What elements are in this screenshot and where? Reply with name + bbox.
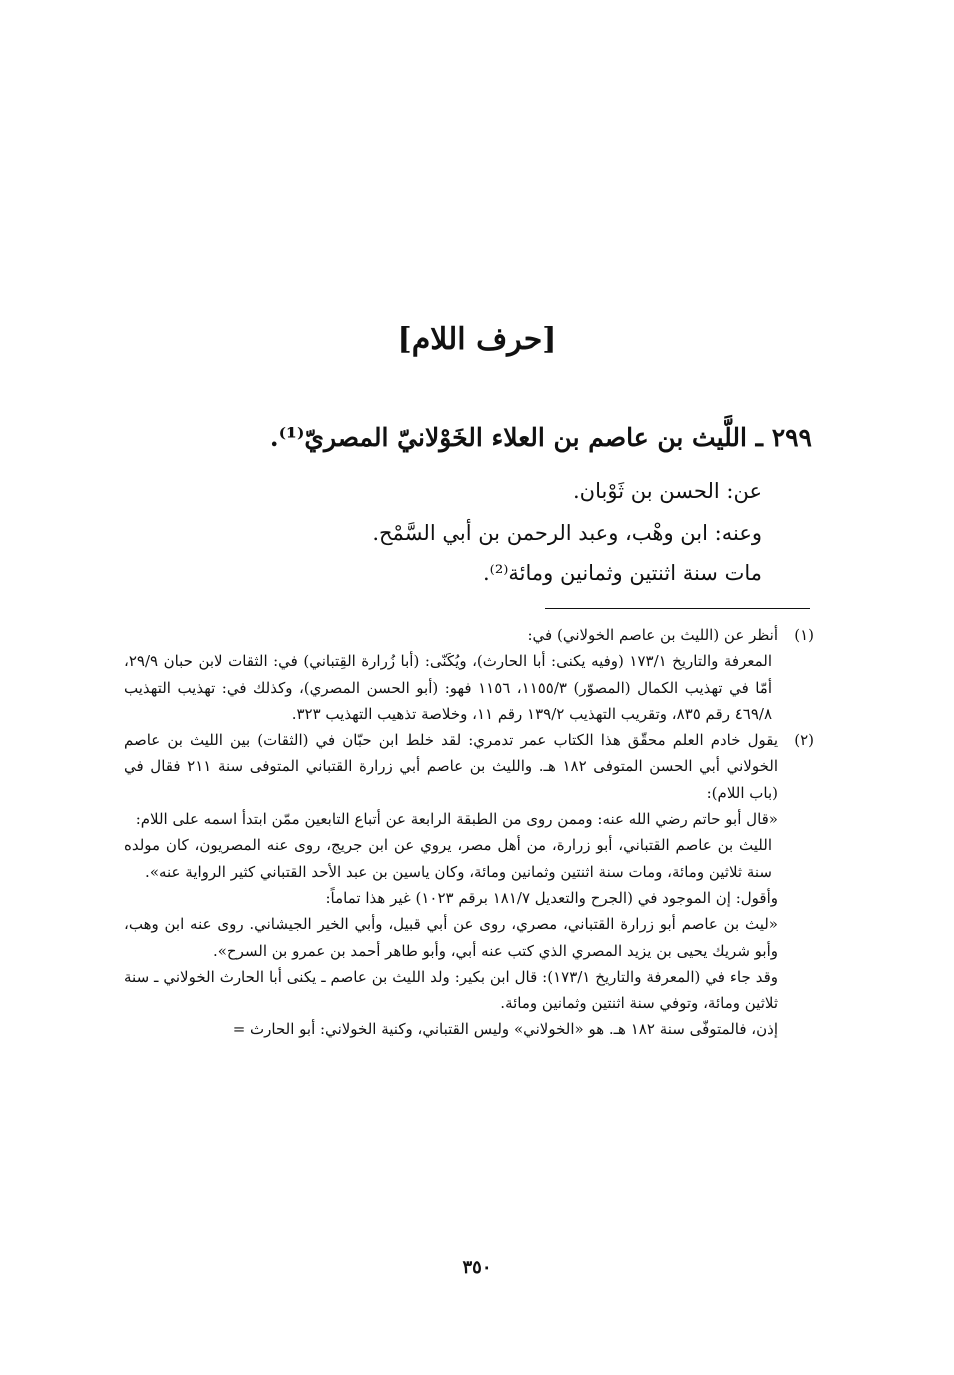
footnote-number: (١) xyxy=(794,626,814,644)
entry-teacher-line: عن: الحسن بن ثَوْبان. xyxy=(573,479,762,503)
footnote-2 xyxy=(124,727,814,1043)
chapter-title: [حرف اللام] xyxy=(397,322,557,357)
footnote-divider xyxy=(545,608,810,609)
entry-heading: ٢٩٩ ـ اللَّيث بن عاصم بن العلاء الخَوْلانيّ المصريّ⁽¹⁾. xyxy=(269,423,812,452)
footnotes xyxy=(124,622,814,1043)
footnote-paragraph: إذن، فالمتوفّى سنة ١٨٢ هـ. هو «الخولاني» وليس القتباني، وكنية الخولاني: أبو الحارث = xyxy=(232,1020,778,1039)
entry-death-line: مات سنة اثنتين وثمانين ومائة⁽²⁾. xyxy=(483,561,762,585)
footnote-paragraph: المعرفة والتاريخ ١٧٣/١ (وفيه يكنى: أبا الحارث)، ويُكَنّى: (أبا زُرارة القِتباني) في: الثقات لابن حبان ٢٩/٩، أمّا في تهذيب الكمال (المصوّر) ١١٥٥/٣، ١١٥٦ فهو: (أبو الحسن المصري)، وكذلك في: تهذيب التهذيب ٤٦٩/٨ رقم ٨٣٥، وتقريب التهذيب ١٣٩/٢ رقم ١١، وخلاصة تذهيب التهذيب ٣٢٣. xyxy=(124,652,772,723)
footnote-paragraph: أنظر عن (الليث بن عاصم الخولاني) في: xyxy=(527,626,778,644)
footnote-number: (٢) xyxy=(794,731,814,750)
footnote-1 xyxy=(124,622,814,727)
entry-students-line: وعنه: ابن وهْب، وعبد الرحمن بن أبي السَّمْح. xyxy=(372,521,762,545)
footnote-paragraph: «ليث بن عاصم أبو زرارة القتباني، مصري، روى عن أبي قبيل، وأبي الخير الجيشاني. روى عنه ابن وهب، وأبو شريك يحيى بن يزيد المصري الذي كتب عنه أبي، وأبو طاهر أحمد بن عمرو بن السرح». xyxy=(124,915,778,960)
page-number: ٣٥٠ xyxy=(462,1257,492,1278)
footnote-paragraph: وأقول: إن الموجود في (الجرح والتعديل ١٨١/٧ برقم ١٠٢٣) غير هذا تماماً: xyxy=(325,888,778,907)
footnote-paragraph: «قال أبو حاتم رضي الله عنه: وممن روى من الطبقة الرابعة عن أتباع التابعين ممّن ابتدأ اسمه على اللام: xyxy=(135,810,778,829)
footnote-paragraph: وقد جاء في (المعرفة والتاريخ ١٧٣/١): قال ابن بكير: ولد الليث بن عاصم ـ يكنى أبا الحارث الخولاني ـ سنة ثلاثين ومائة، وتوفي سنة اثنتين وثمانين ومائة. xyxy=(124,967,778,1013)
footnote-paragraph: يقول خادم العلم محقّق هذا الكتاب عمر تدمري: لقد خلط ابن حبّان في (الثقات) بين الليث بن عاصم الخولاني أبي الحسن المتوفى ١٨٢ هـ. والليث بن عاصم أبي زرارة القتباني المتوفى سنة ٢١١ فقال في (باب اللام): xyxy=(124,731,779,802)
footnote-paragraph: الليث بن عاصم القتباني، أبو زرارة، من أهل مصر، يروي عن ابن جريج، روى عنه المصريون، كان مولده سنة ثلاثين ومائة، ومات سنة اثنتين وثمانين ومائة، وكان ياسين بن عبد الأحد القتباني كثير الرواية عنه». xyxy=(124,836,772,881)
